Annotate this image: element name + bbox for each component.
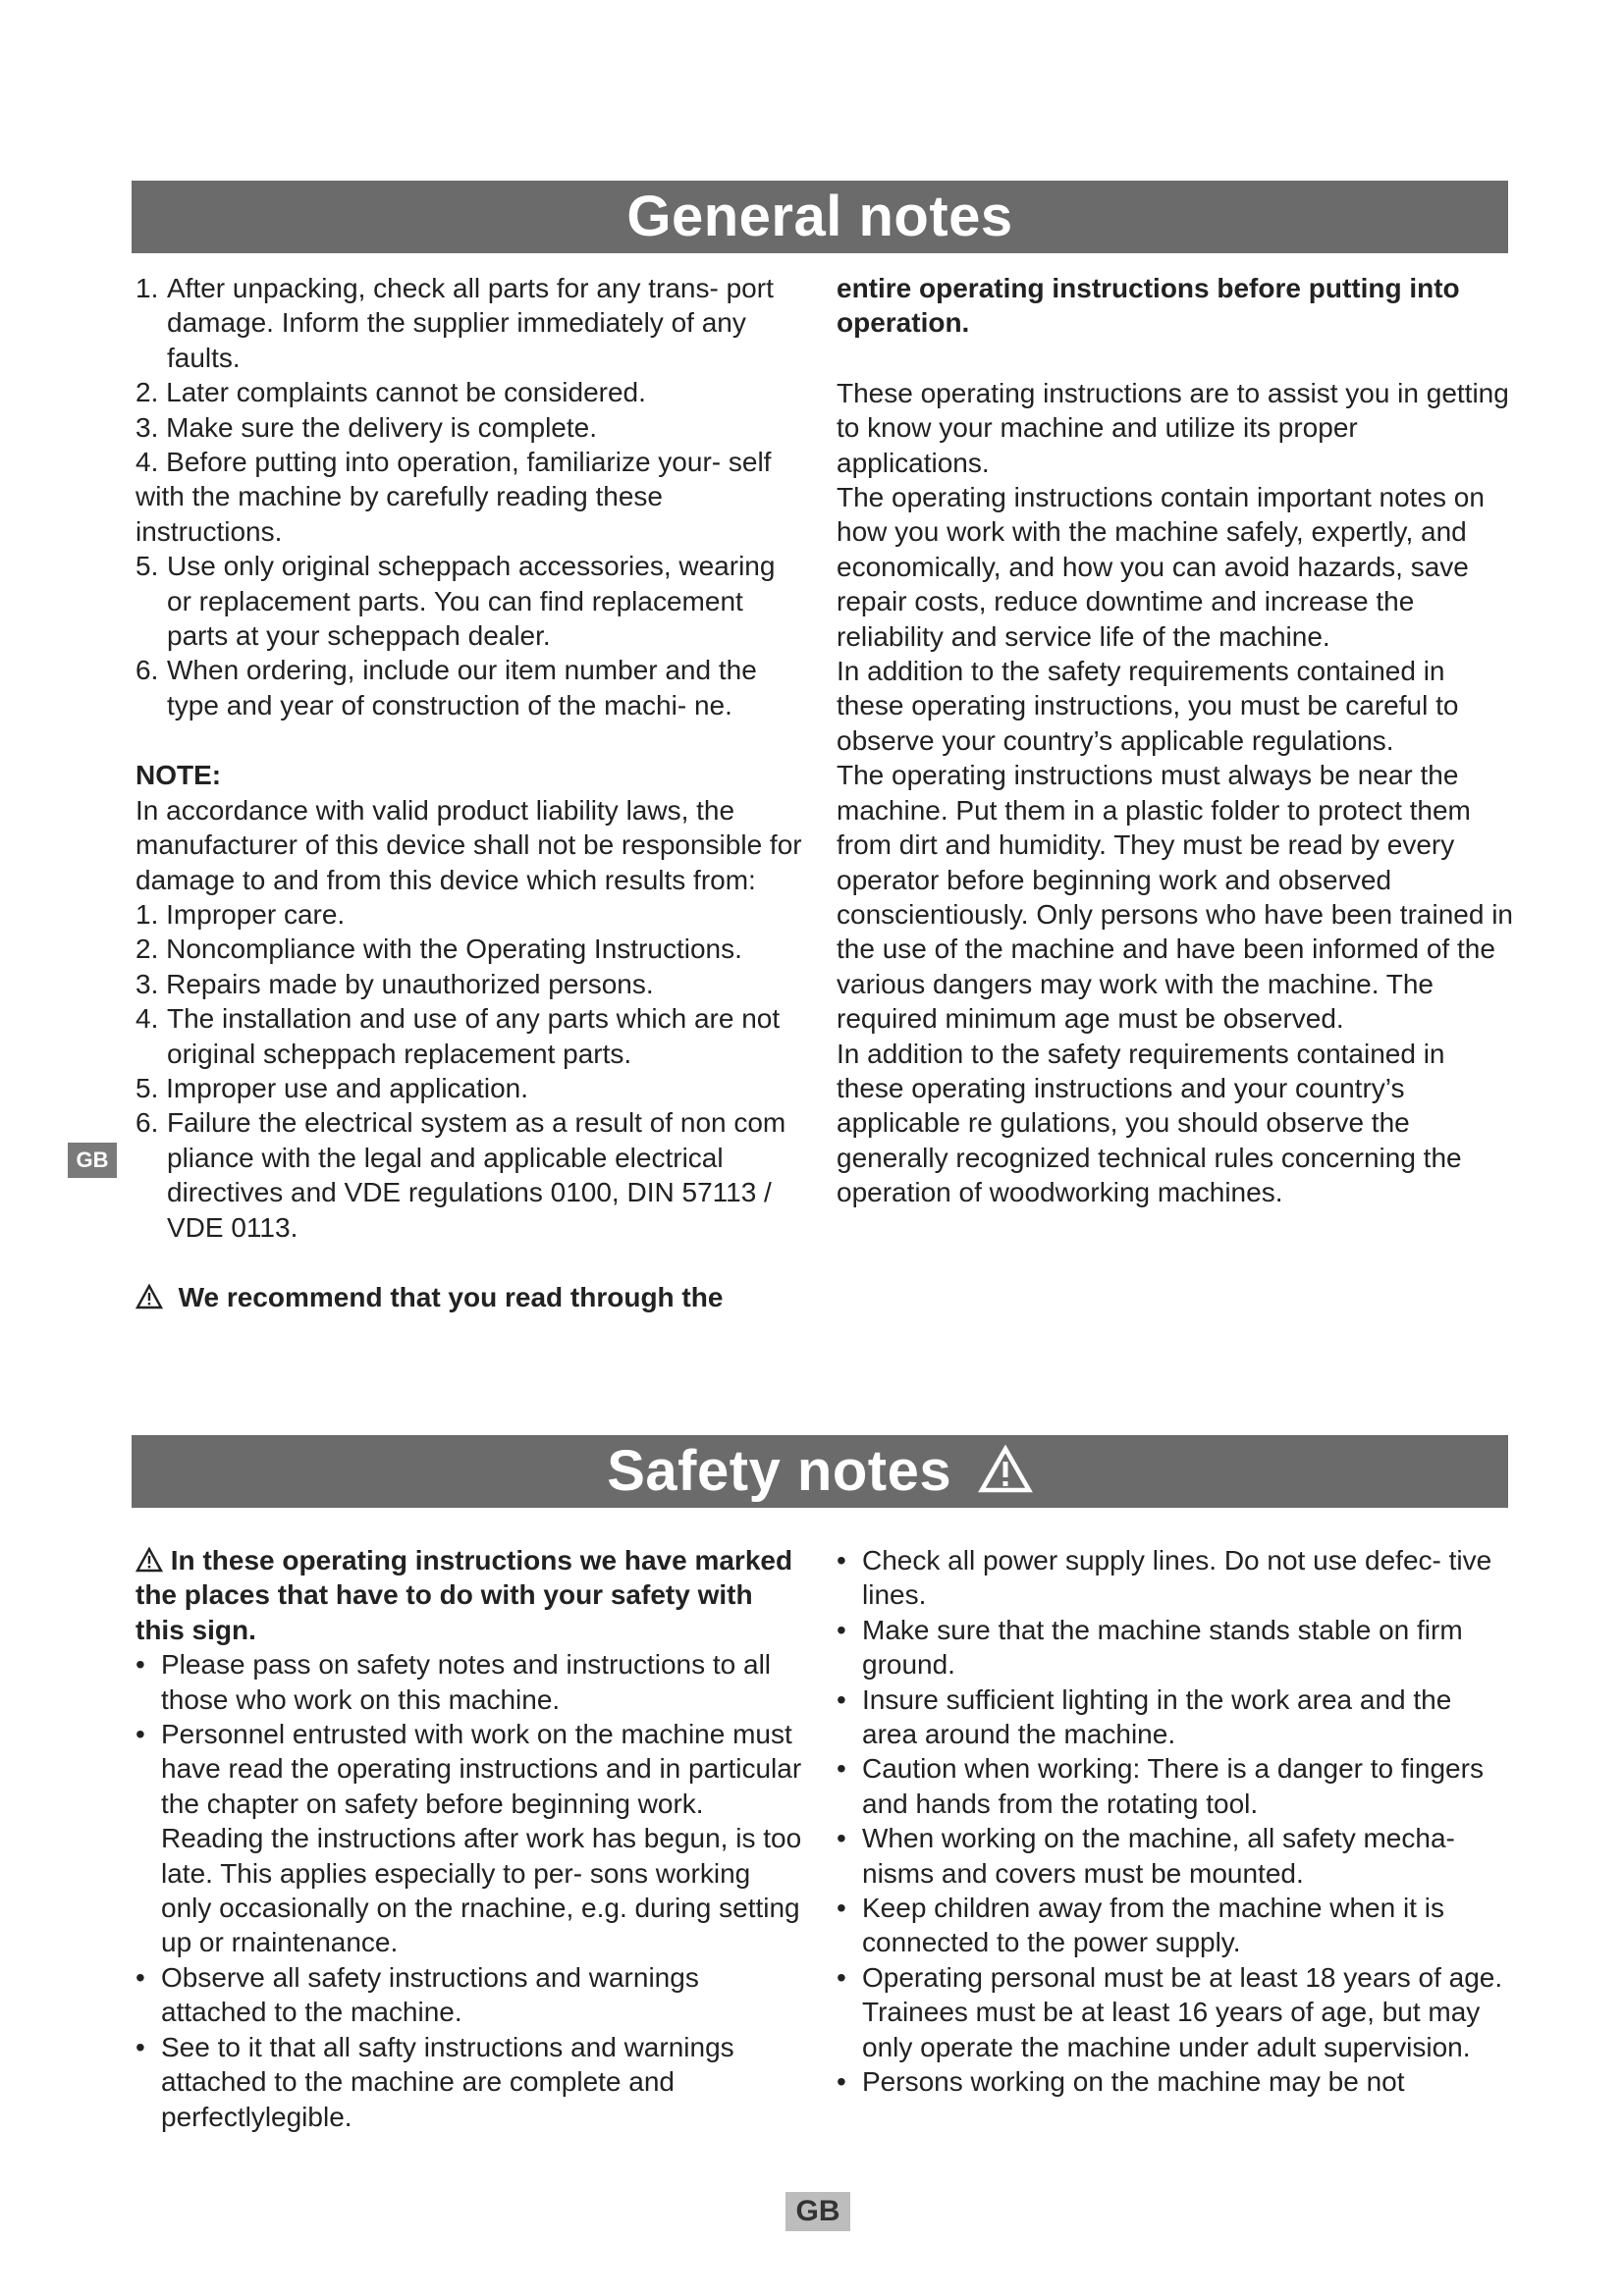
list-item: 1. After unpacking, check all parts for any trans- port damage. Inform the supplier immediately of any faults. (135, 273, 774, 373)
bullet-icon: • (837, 1683, 846, 1715)
note-heading: NOTE: (135, 760, 222, 791)
list-item: • Insure sufficient lighting in the work area and the area around the machine. (837, 1683, 1452, 1750)
safety-intro: In these operating instructions we have marked the places that have to do with your safety with this sign. (135, 1545, 793, 1645)
list-item: 3. Repairs made by unauthorized persons. (135, 968, 654, 999)
note-text: In accordance with valid product liability laws, the manufacturer of this device shall not be responsible for damage to and from this device which results from: (135, 794, 802, 895)
list-item: • Operating personal must be at least 18 years of age. Trainees must be at least 16 years of age, but may only operate the machine under adult supervision. (837, 1961, 1503, 2062)
language-tab-footer: GB (785, 2192, 850, 2231)
list-item: • Persons working on the machine may be not (837, 2064, 1514, 2099)
list-item: • Caution when working: There is a danger to fingers and hands from the rotating tool. (837, 1753, 1484, 1819)
bullet-icon: • (837, 1893, 846, 1924)
warning-icon (135, 1284, 163, 1309)
list-item: • Make sure that the machine stands stable on firm ground. (837, 1614, 1463, 1681)
safety-left-column (135, 1543, 803, 2134)
list-item: 4. The installation and use of any parts which are not original scheppach replacement parts. (135, 1003, 781, 1069)
list-item: • Check all power supply lines. Do not use defec- tive lines. (837, 1545, 1492, 1611)
safety-notes-title: Safety notes (607, 1439, 952, 1503)
language-tab-side: GB (68, 1143, 117, 1178)
paragraph: These operating instructions are to assist you in getting to know your machine and utilize its proper applications. (837, 377, 1509, 478)
bullet-icon: • (837, 1545, 846, 1575)
general-right-column (837, 271, 1514, 1210)
list-item: • See to it that all safty instructions and warnings attached to the machine are complete and perfectlylegible. (135, 2031, 734, 2132)
list-item: 4. Before putting into operation, familiarize your- self with the machine by carefully reading these instructions. (135, 447, 772, 547)
list-item: • Observe all safety instructions and warnings attached to the machine. (135, 1961, 699, 2028)
bullet-icon: • (135, 1719, 145, 1750)
bullet-icon: • (135, 2031, 145, 2062)
paragraph: In addition to the safety requirements contained in these operating instructions, you must be careful to observe your country’s applicable regulations. (837, 656, 1459, 756)
safety-notes-banner (132, 1435, 1508, 1508)
paragraph: In addition to the safety requirements contained in these operating instructions and your country’s applicable re gulations, you should observe the generally recognized technical rules concerning the operation of woodworking machines. (837, 1038, 1462, 1208)
paragraph: The operating instructions contain important notes on how you work with the machine safely, expertly, and economically, and how you can avoid hazards, save repair costs, reduce downtime and increase the reliability and service life of the machine. (837, 482, 1485, 652)
recommend-text-start: We recommend that you read through the (135, 1280, 803, 1314)
list-item: 6. When ordering, include our item number and the type and year of construction of the machi- ne. (135, 655, 757, 721)
list-item: 5. Use only original scheppach accessories, wearing or replacement parts. You can find replacement parts at your scheppach dealer. (135, 551, 776, 652)
bullet-icon: • (135, 1649, 145, 1681)
list-item: 2. Noncompliance with the Operating Instructions. (135, 934, 742, 965)
list-item: 2. Later complaints cannot be considered. (135, 377, 646, 408)
list-item: • Keep children away from the machine when it is connected to the power supply. (837, 1893, 1444, 1958)
list-item: 3. Make sure the delivery is complete. (135, 411, 597, 443)
list-item: 6. Failure the electrical system as a result of non com pliance with the legal and applicable electrical directives and VDE regulations 0100, DIN 57113 / VDE 0113. (135, 1107, 786, 1243)
bullet-icon: • (837, 1614, 846, 1645)
bullet-icon: • (837, 2066, 846, 2098)
bullet-icon: • (837, 1961, 846, 1993)
general-notes-banner (132, 181, 1508, 253)
general-left-column (135, 271, 803, 1314)
general-notes-title: General notes (626, 185, 1013, 248)
bullet-icon: • (837, 1823, 846, 1854)
warning-icon (978, 1445, 1033, 1494)
recommend-text-end: entire operating instructions before putting into operation. (837, 273, 1460, 339)
list-item: • When working on the machine, all safety mecha- nisms and covers must be mounted. (837, 1823, 1455, 1889)
list-item: • Personnel entrusted with work on the machine must have read the operating instructions and in particular the chapter on safety before beginning work. Reading the instructions after work has begun, is too late. This applies especially to per- sons working only occasionally on the rnachine, e.g. during setting up or rnaintenance. (135, 1719, 802, 1958)
bullet-icon: • (135, 1961, 145, 1993)
list-item: 5. Improper use and application. (135, 1072, 529, 1103)
safety-right-column (837, 1543, 1514, 2100)
warning-icon (135, 1547, 163, 1573)
bullet-icon: • (837, 1753, 846, 1785)
list-item: 1. Improper care. (135, 898, 346, 930)
list-item: • Please pass on safety notes and instructions to all those who work on this machine. (135, 1649, 772, 1715)
paragraph: The operating instructions must always be near the machine. Put them in a plastic folder to protect them from dirt and humidity. They must be read by every operator before beginning work and observed conscientiously. Only persons who have been trained in the use of the machine and have been informed of the various dangers may work with the machine. The required minimum age must be observed. (837, 760, 1513, 1035)
